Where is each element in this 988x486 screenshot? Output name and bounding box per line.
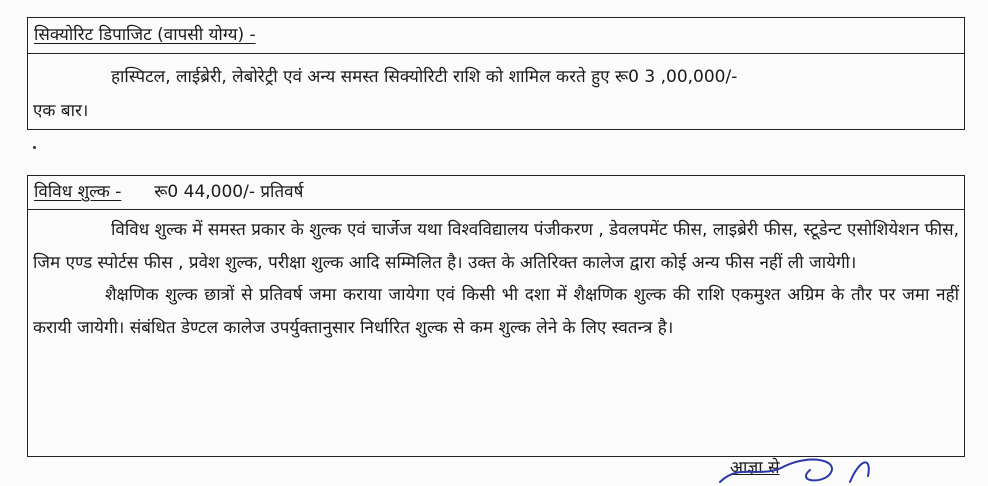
security-deposit-line2: एक बार। (33, 101, 89, 121)
misc-fees-section (27, 175, 965, 457)
misc-fees-paragraph2: शैक्षणिक शुल्क छात्रों से प्रतिवर्ष जमा कराया जायेगा एवं किसी भी दशा में शैक्षणिक शुल्क की राशि एकमुश्त अग्रिम के तौर पर जमा नहीं करायी जायेगी। संबंधित डेण्टल कालेज उपर्युक्तानुसार निर्धारित शुल्क से कम शुल्क लेने के लिए स्वतन्त्र है। (33, 285, 959, 338)
security-deposit-line1: हास्पिटल, लाईब्रेरी, लेबोरेट्री एवं अन्य समस्त सिक्योरिटी राशि को शामिल करते हुए रू0 3 ,00,000/- (111, 67, 738, 87)
signature-scribble (700, 452, 900, 486)
by-order-text: आज्ञा से (730, 458, 780, 478)
misc-fees-paragraph1: विविध शुल्क में समस्त प्रकार के शुल्क एवं चार्जेज यथा विश्वविद्यालय पंजीकरण , डेवलपमेंट फीस, लाइब्रेरी फीस, स्टूडेन्ट एसोशियेशन फीस, जिम एण्ड स्पोर्टस फीस , प्रवेश शुल्क, परीक्षा शुल्क आदि सम्मिलित है। उक्त के अतिरिक्त कालेज द्वारा कोई अन्य फीस नहीं ली जायेगी। (33, 220, 959, 273)
security-deposit-heading-row (28, 18, 964, 54)
misc-fees-amount: रू0 44,000/- प्रतिवर्ष (154, 182, 304, 202)
security-deposit-section (27, 17, 965, 130)
security-deposit-heading: सिक्योरिट डिपाजिट (वापसी योग्य) - (34, 25, 256, 45)
misc-fees-heading-row (28, 176, 964, 210)
misc-fees-body (28, 210, 964, 344)
misc-fees-heading: विविध शुल्क - (34, 182, 122, 202)
stray-dot (33, 146, 36, 149)
security-deposit-body (28, 54, 964, 128)
